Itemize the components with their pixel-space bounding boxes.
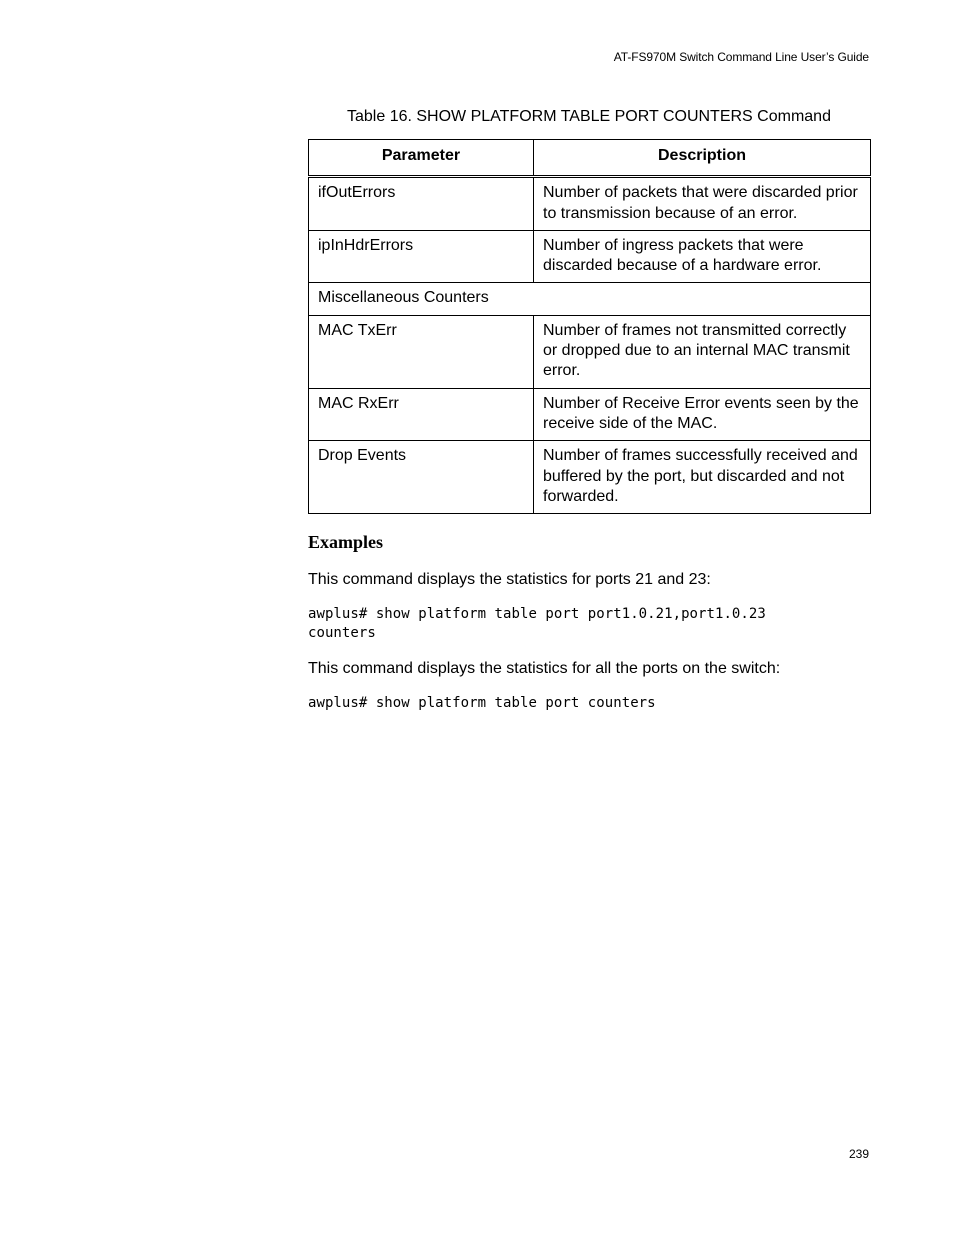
table-row: [309, 177, 871, 231]
table-row: [309, 441, 871, 514]
section-cell: Miscellaneous Counters: [309, 283, 871, 315]
page-number: 239: [848, 1147, 869, 1161]
example-code-1: awplus# show platform table port port1.0.21,port1.0.23 counters: [308, 606, 766, 642]
table-row: [309, 315, 871, 388]
example-intro-2: This command displays the statistics for all the ports on the switch:: [308, 660, 781, 678]
description-cell: Number of Receive Error events seen by the receive side of the MAC.: [534, 388, 871, 441]
table-row: [309, 230, 871, 283]
table-caption: Table 16. SHOW PLATFORM TABLE PORT COUNTERS Command: [347, 108, 831, 125]
description-cell: Number of ingress packets that were discarded because of a hardware error.: [534, 230, 871, 283]
parameter-table: [308, 139, 871, 514]
running-header: AT-FS970M Switch Command Line User’s Guide: [613, 50, 869, 64]
parameter-cell: ipInHdrErrors: [309, 230, 534, 283]
example-intro-1: This command displays the statistics for ports 21 and 23:: [308, 571, 711, 589]
table-header-row: [309, 140, 871, 177]
parameter-cell: MAC RxErr: [309, 388, 534, 441]
parameter-cell: MAC TxErr: [309, 315, 534, 388]
parameter-cell: ifOutErrors: [309, 177, 534, 231]
table-section-row: [309, 283, 871, 315]
column-header-parameter: Parameter: [309, 140, 534, 177]
column-header-description: Description: [534, 140, 871, 177]
parameter-cell: Drop Events: [309, 441, 534, 514]
page-content: [308, 106, 870, 713]
examples-heading: Examples: [308, 532, 384, 553]
example-code-2: awplus# show platform table port counters: [308, 695, 656, 712]
description-cell: Number of frames successfully received and buffered by the port, but discarded and not forwarded.: [534, 441, 871, 514]
description-cell: Number of frames not transmitted correctly or dropped due to an internal MAC transmit error.: [534, 315, 871, 388]
description-cell: Number of packets that were discarded prior to transmission because of an error.: [534, 177, 871, 231]
table-row: [309, 388, 871, 441]
